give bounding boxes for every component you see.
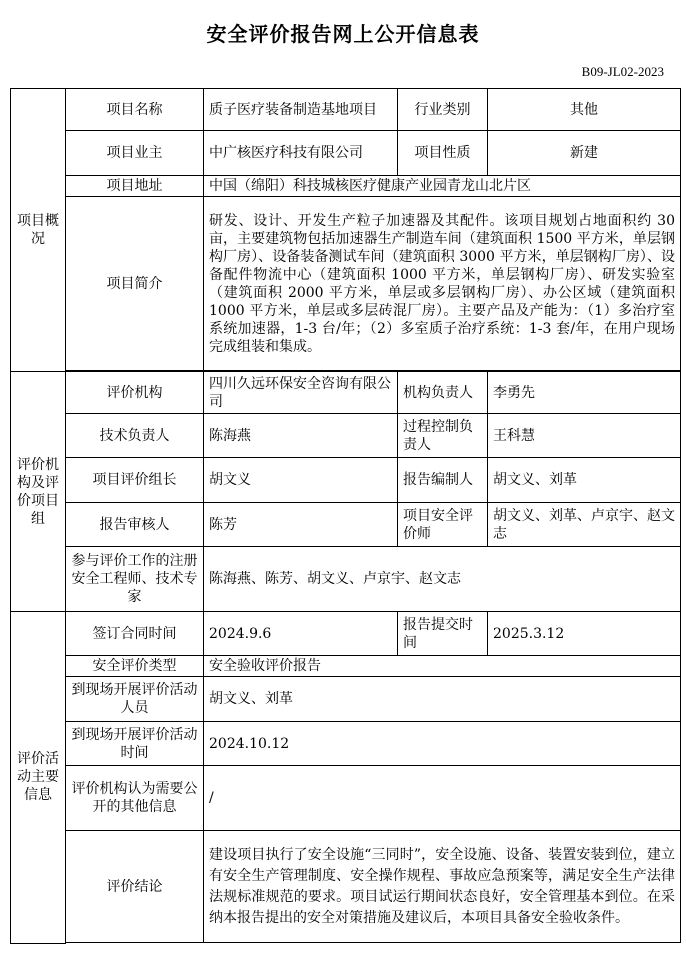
assessor-value: 胡文义、刘革、卢京宇、赵文志 (488, 503, 681, 547)
section-overview: 项目概况 (11, 89, 66, 372)
intro-value: 研发、设计、开发生产粒子加速器及其配件。该项目规划占地面积约 30 亩，主要建筑物包括加速器生产制造车间（建筑面积 1500 平方米，单层钢构厂房）、设备装备测试车间（建筑面积 3000 平方米，单层钢构厂房）、设备配件物流中心（建筑面积 1000 平方米，单层钢构厂房）、研发实验室（建筑面积 2000 平方米，单层或多层钢构厂房）、办公区域（建筑面积 1000 平方米，单层或多层砖混厂房）。主要产品及产能为：（1）多治疗室系统加速器，1-3 台/年；（2）多室质子治疗系统：1-3 套/年，在用户现场完成组装和集成。 (204, 197, 681, 371)
process-control-label: 过程控制负责人 (398, 414, 488, 458)
owner-label: 项目业主 (66, 131, 204, 176)
team-leader-label: 项目评价组长 (66, 458, 204, 503)
info-table (10, 88, 681, 944)
process-control-value: 王科慧 (488, 414, 681, 458)
form-code: B09-JL02-2023 (581, 64, 664, 79)
owner-value: 中广核医疗科技有限公司 (204, 131, 398, 176)
conclusion-label: 评价结论 (66, 831, 204, 943)
eval-type-value: 安全验收评价报告 (204, 656, 681, 677)
onsite-time-label: 到现场开展评价活动时间 (66, 722, 204, 766)
submit-date-label: 报告提交时间 (398, 612, 488, 656)
page-title: 安全评价报告网上公开信息表 (206, 22, 480, 46)
project-name-label: 项目名称 (66, 89, 204, 131)
report-writer-value: 胡文义、刘革 (488, 458, 681, 503)
industry-value: 其他 (488, 89, 681, 131)
eval-type-label: 安全评价类型 (66, 656, 204, 677)
section-activity: 评价活动主要信息 (11, 612, 66, 944)
agency-label: 评价机构 (66, 372, 204, 414)
address-label: 项目地址 (66, 176, 204, 197)
onsite-staff-value: 胡文义、刘革 (204, 677, 681, 722)
nature-value: 新建 (488, 131, 681, 176)
onsite-staff-label: 到现场开展评价活动人员 (66, 677, 204, 722)
assessor-label: 项目安全评价师 (398, 503, 488, 547)
onsite-time-value: 2024.10.12 (204, 722, 681, 766)
section-agency: 评价机构及评价项目组 (11, 372, 66, 612)
reviewer-value: 陈芳 (204, 503, 398, 547)
nature-label: 项目性质 (398, 131, 488, 176)
reviewer-label: 报告审核人 (66, 503, 204, 547)
experts-value: 陈海燕、陈芳、胡文义、卢京宇、赵文志 (204, 547, 681, 612)
other-info-value: / (204, 766, 681, 831)
agency-head-label: 机构负责人 (398, 372, 488, 414)
industry-label: 行业类别 (398, 89, 488, 131)
tech-lead-label: 技术负责人 (66, 414, 204, 458)
submit-date-value: 2025.3.12 (488, 612, 681, 656)
experts-label: 参与评价工作的注册安全工程师、技术专家 (66, 547, 204, 612)
report-writer-label: 报告编制人 (398, 458, 488, 503)
tech-lead-value: 陈海燕 (204, 414, 398, 458)
other-info-label: 评价机构认为需要公开的其他信息 (66, 766, 204, 831)
agency-head-value: 李勇先 (488, 372, 681, 414)
contract-date-value: 2024.9.6 (204, 612, 398, 656)
address-value: 中国（绵阳）科技城核医疗健康产业园青龙山北片区 (204, 176, 681, 197)
agency-value: 四川久远环保安全咨询有限公司 (204, 372, 398, 414)
project-name-value: 质子医疗装备制造基地项目 (204, 89, 398, 131)
contract-date-label: 签订合同时间 (66, 612, 204, 656)
conclusion-value: 建设项目执行了安全设施“三同时”，安全设施、设备、装置安装到位，建立有安全生产管理制度、安全操作规程、事故应急预案等，满足安全生产法律法规标准规范的要求。项目试运行期间状态良好，安全管理基本到位。在采纳本报告提出的安全对策措施及建议后，本项目具备安全验收条件。 (204, 831, 681, 943)
intro-label: 项目简介 (66, 197, 204, 371)
team-leader-value: 胡文义 (204, 458, 398, 503)
